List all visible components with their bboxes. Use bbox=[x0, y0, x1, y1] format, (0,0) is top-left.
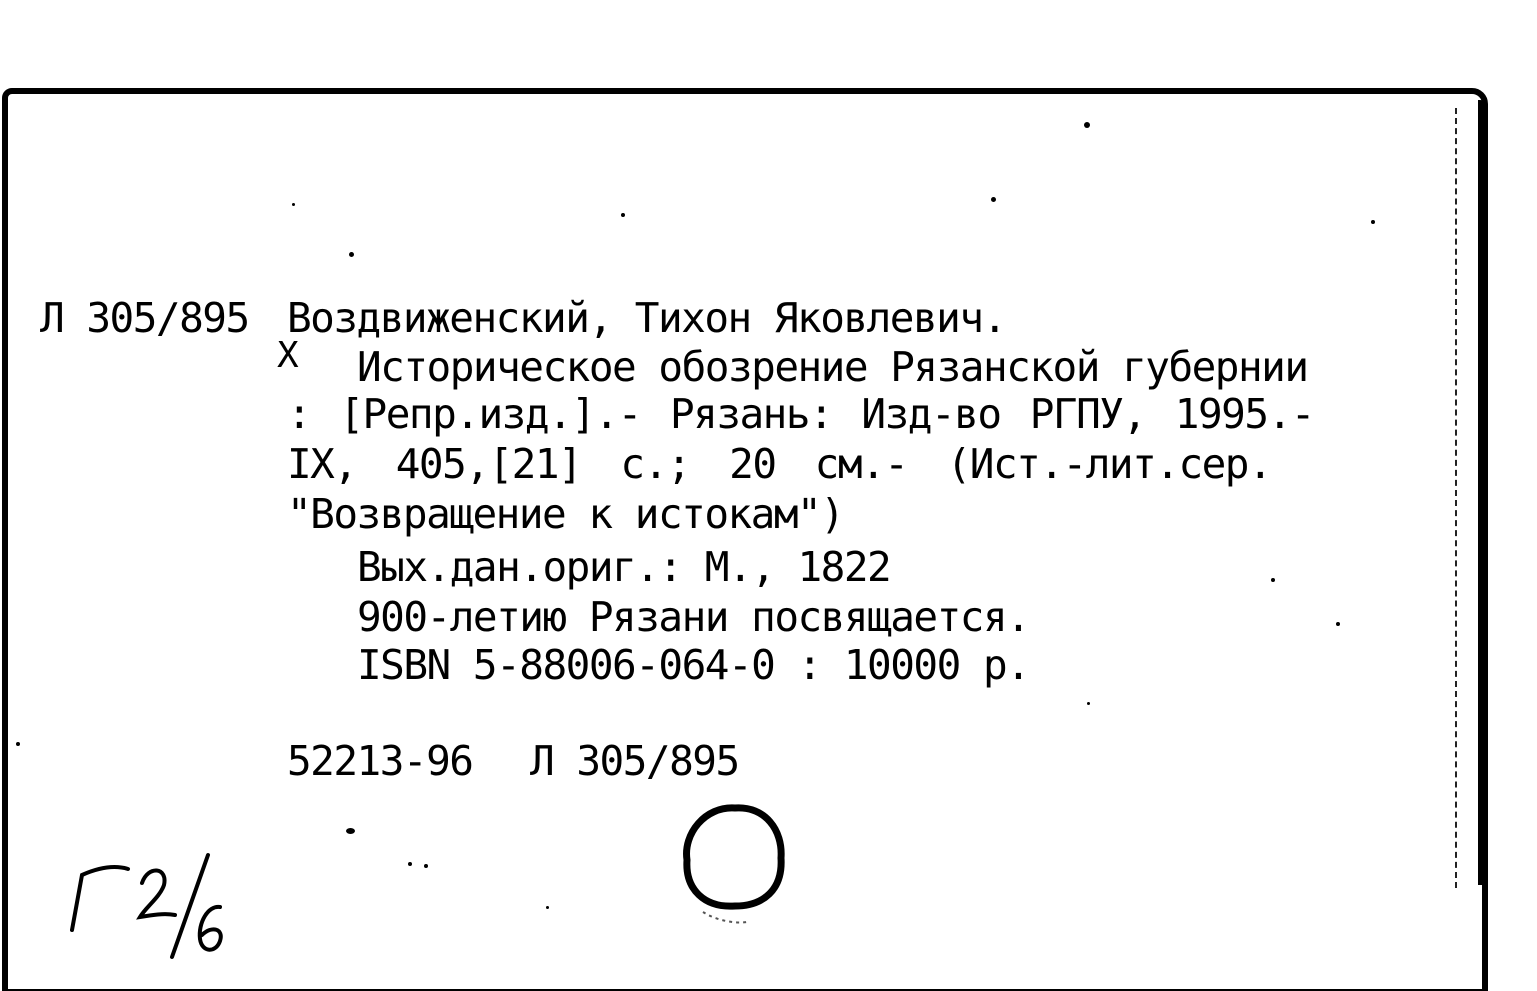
scan-speck bbox=[408, 862, 412, 866]
author-heading: Воздвиженский, Тихон Яковлевич. bbox=[287, 294, 1006, 342]
scan-speck bbox=[1084, 122, 1090, 128]
scan-speck bbox=[292, 203, 295, 206]
scan-speck bbox=[991, 197, 996, 202]
shelfmark: Л 305/895 bbox=[40, 294, 249, 342]
scan-speck bbox=[546, 906, 549, 909]
scan-speck bbox=[424, 864, 428, 868]
title-line-3: IX, 405,[21] с.; 20 см.- (Ист.-лит.сер. bbox=[287, 440, 1272, 488]
title-line-1: Историческое обозрение Рязанской губернии bbox=[357, 343, 1308, 391]
title-line-2: : [Репр.изд.].- Рязань: Изд-во РГПУ, 1995.- bbox=[287, 390, 1314, 438]
card-right-edge bbox=[1478, 100, 1486, 885]
note-original-edition: Вых.дан.ориг.: М., 1822 bbox=[357, 543, 891, 591]
scan-speck bbox=[1336, 622, 1340, 626]
handwritten-code-mark bbox=[60, 845, 235, 965]
shelfmark-repeat: Л 305/895 bbox=[530, 737, 739, 785]
scan-speck bbox=[16, 742, 20, 746]
card-fold-line bbox=[1455, 108, 1457, 888]
scan-speck bbox=[1371, 220, 1375, 224]
scan-speck bbox=[621, 213, 625, 217]
author-mark: Х bbox=[277, 335, 298, 376]
title-line-4: "Возвращение к истокам") bbox=[287, 490, 844, 538]
scan-speck bbox=[1271, 578, 1275, 582]
isbn-price: ISBN 5-88006-064-0 : 10000 р. bbox=[357, 641, 1030, 689]
scan-speck bbox=[349, 252, 354, 257]
scan-speck bbox=[346, 828, 355, 834]
scan-speck bbox=[1087, 702, 1090, 705]
punch-hole-icon bbox=[675, 800, 795, 930]
accession-number: 52213-96 bbox=[287, 737, 473, 785]
note-dedication: 900-летию Рязани посвящается. bbox=[357, 593, 1030, 641]
